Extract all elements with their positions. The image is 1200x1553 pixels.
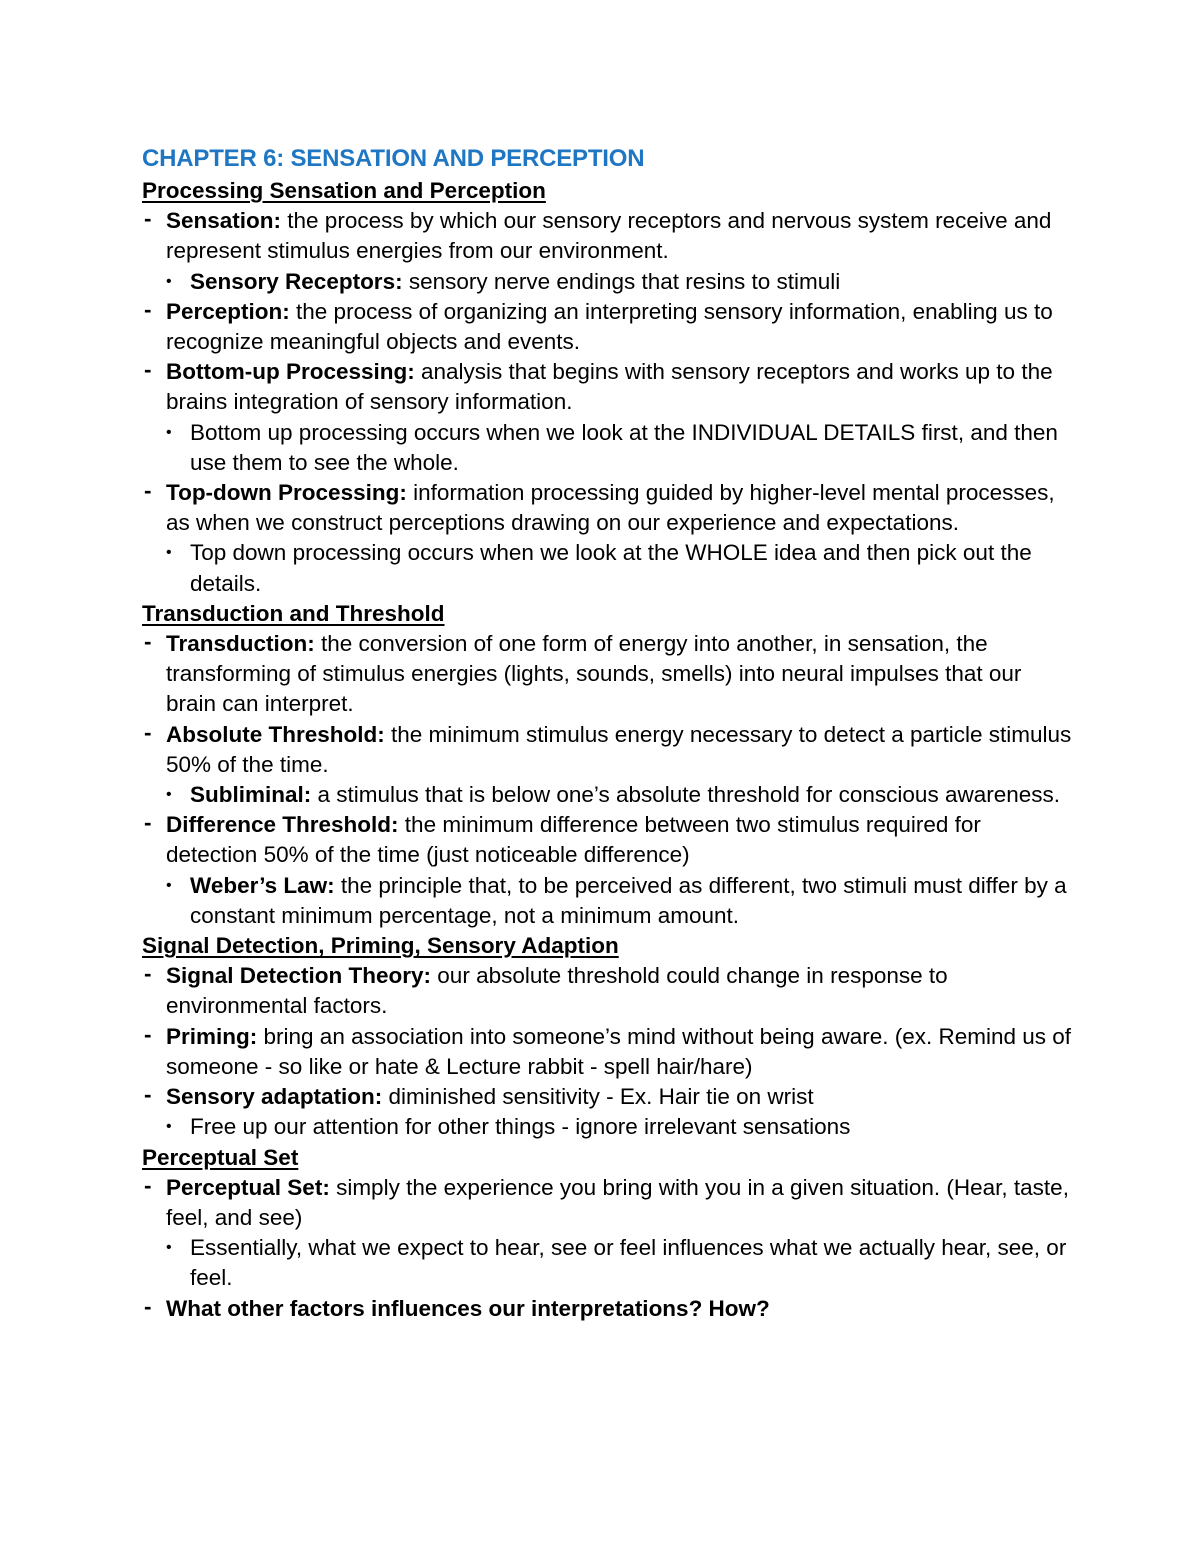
term-label: Sensory adaptation: (166, 1084, 383, 1110)
bullet-list-item (142, 1233, 1072, 1293)
dash-list-item (142, 1294, 1072, 1324)
definition-text: simply the experience you bring with you in a given situation. (Hear, taste, feel, and see) (166, 1174, 1069, 1230)
dash-list-item (142, 206, 1072, 266)
bullet-marker-icon: • (166, 272, 172, 290)
term-label: Sensory Receptors: (190, 268, 403, 294)
definition-text: Bottom up processing occurs when we look at the INDIVIDUAL DETAILS first, and then use them to see the whole. (190, 419, 1058, 475)
bullet-list-item (142, 780, 1072, 810)
dash-marker-icon: - (144, 206, 152, 232)
dash-list-item (142, 720, 1072, 780)
term-label: Absolute Threshold: (166, 721, 385, 747)
term-label: Bottom-up Processing: (166, 359, 415, 385)
term-label: Perception: (166, 298, 290, 324)
definition-text: the conversion of one form of energy into another, in sensation, the transforming of stimulus energies (lights, sounds, smells) into neural impulses that our brain can interpret. (166, 631, 1022, 717)
bullet-list-item (142, 418, 1072, 478)
section-heading: Processing Sensation and Perception (142, 178, 546, 203)
dash-list-item (142, 297, 1072, 357)
bullet-marker-icon: • (166, 786, 172, 804)
definition-text: Free up our attention for other things - ignore irrelevant sensations (190, 1114, 851, 1140)
dash-marker-icon: - (144, 1082, 152, 1108)
dash-list-item (142, 357, 1072, 417)
definition-text: the process by which our sensory receptors and nervous system receive and represent stimulus energies from our environment. (166, 208, 1052, 264)
dash-marker-icon: - (144, 719, 152, 745)
definition-text: the minimum difference between two stimulus required for detection 50% of the time (just noticeable difference) (166, 812, 981, 868)
term-label: Transduction: (166, 631, 315, 657)
term-label: Weber’s Law: (190, 872, 335, 898)
dash-marker-icon: - (144, 1293, 152, 1319)
dash-list-item (142, 1022, 1072, 1082)
definition-text: the principle that, to be perceived as different, two stimuli must differ by a constant minimum percentage, not a minimum amount. (190, 872, 1067, 928)
definition-text: a stimulus that is below one’s absolute threshold for conscious awareness. (311, 782, 1061, 808)
definition-text: Top down processing occurs when we look at the WHOLE idea and then pick out the details. (190, 540, 1032, 596)
dash-marker-icon: - (144, 629, 152, 655)
term-label: Perceptual Set: (166, 1174, 330, 1200)
bullet-marker-icon: • (166, 1239, 172, 1257)
term-label: Priming: (166, 1023, 258, 1049)
bullet-list-item (142, 1112, 1072, 1142)
definition-text: information processing guided by higher-level mental processes, as when we construct perceptions drawing on our experience and expectations. (166, 480, 1055, 536)
bullet-marker-icon: • (166, 876, 172, 894)
dash-list-item (142, 1173, 1072, 1233)
definition-text: our absolute threshold could change in response to environmental factors. (166, 963, 948, 1019)
dash-marker-icon: - (144, 357, 152, 383)
term-label: Subliminal: (190, 782, 312, 808)
notes-content (142, 142, 1072, 1324)
bullet-list-item (142, 538, 1072, 598)
term-label: Top-down Processing: (166, 480, 407, 506)
dash-list-item (142, 810, 1072, 870)
dash-marker-icon: - (144, 1172, 152, 1198)
bullet-marker-icon: • (166, 423, 172, 441)
definition-text: analysis that begins with sensory receptors and works up to the brains integration of sensory information. (166, 359, 1053, 415)
term-label: Sensation: (166, 208, 282, 234)
dash-list-item (142, 629, 1072, 720)
term-label: Signal Detection Theory: (166, 963, 432, 989)
bullet-marker-icon: • (166, 544, 172, 562)
bullet-marker-icon: • (166, 1118, 172, 1136)
dash-marker-icon: - (144, 478, 152, 504)
section-heading: Transduction and Threshold (142, 600, 445, 626)
section-heading: Signal Detection, Priming, Sensory Adaption (142, 933, 619, 959)
dash-list-item (142, 961, 1072, 1021)
dash-list-item (142, 478, 1072, 538)
definition-text: Essentially, what we expect to hear, see or feel influences what we actually hear, see, or feel. (190, 1235, 1067, 1291)
bullet-list-item (142, 267, 1072, 297)
section-heading: Perceptual Set (142, 1144, 299, 1170)
definition-text: the minimum stimulus energy necessary to detect a particle stimulus 50% of the time. (166, 721, 1072, 777)
definition-text: sensory nerve endings that resins to stimuli (402, 268, 841, 294)
dash-marker-icon: - (144, 1021, 152, 1047)
bullet-list-item (142, 871, 1072, 931)
term-label: Difference Threshold: (166, 812, 399, 838)
question-text: What other factors influences our interpretations? How? (166, 1295, 770, 1321)
definition-text: the process of organizing an interpreting sensory information, enabling us to recognize meaningful objects and events. (166, 298, 1053, 355)
dash-list-item (142, 1082, 1072, 1112)
definition-text: bring an association into someone’s mind without being aware. (ex. Remind us of someone - so like or hate & Lecture rabbit - spell hair/hare) (166, 1023, 1072, 1079)
dash-marker-icon: - (144, 296, 152, 322)
definition-text: diminished sensitivity - Ex. Hair tie on wrist (382, 1084, 814, 1110)
chapter-title: CHAPTER 6: SENSATION AND PERCEPTION (142, 145, 645, 172)
dash-marker-icon: - (144, 810, 152, 836)
dash-marker-icon: - (144, 961, 152, 987)
